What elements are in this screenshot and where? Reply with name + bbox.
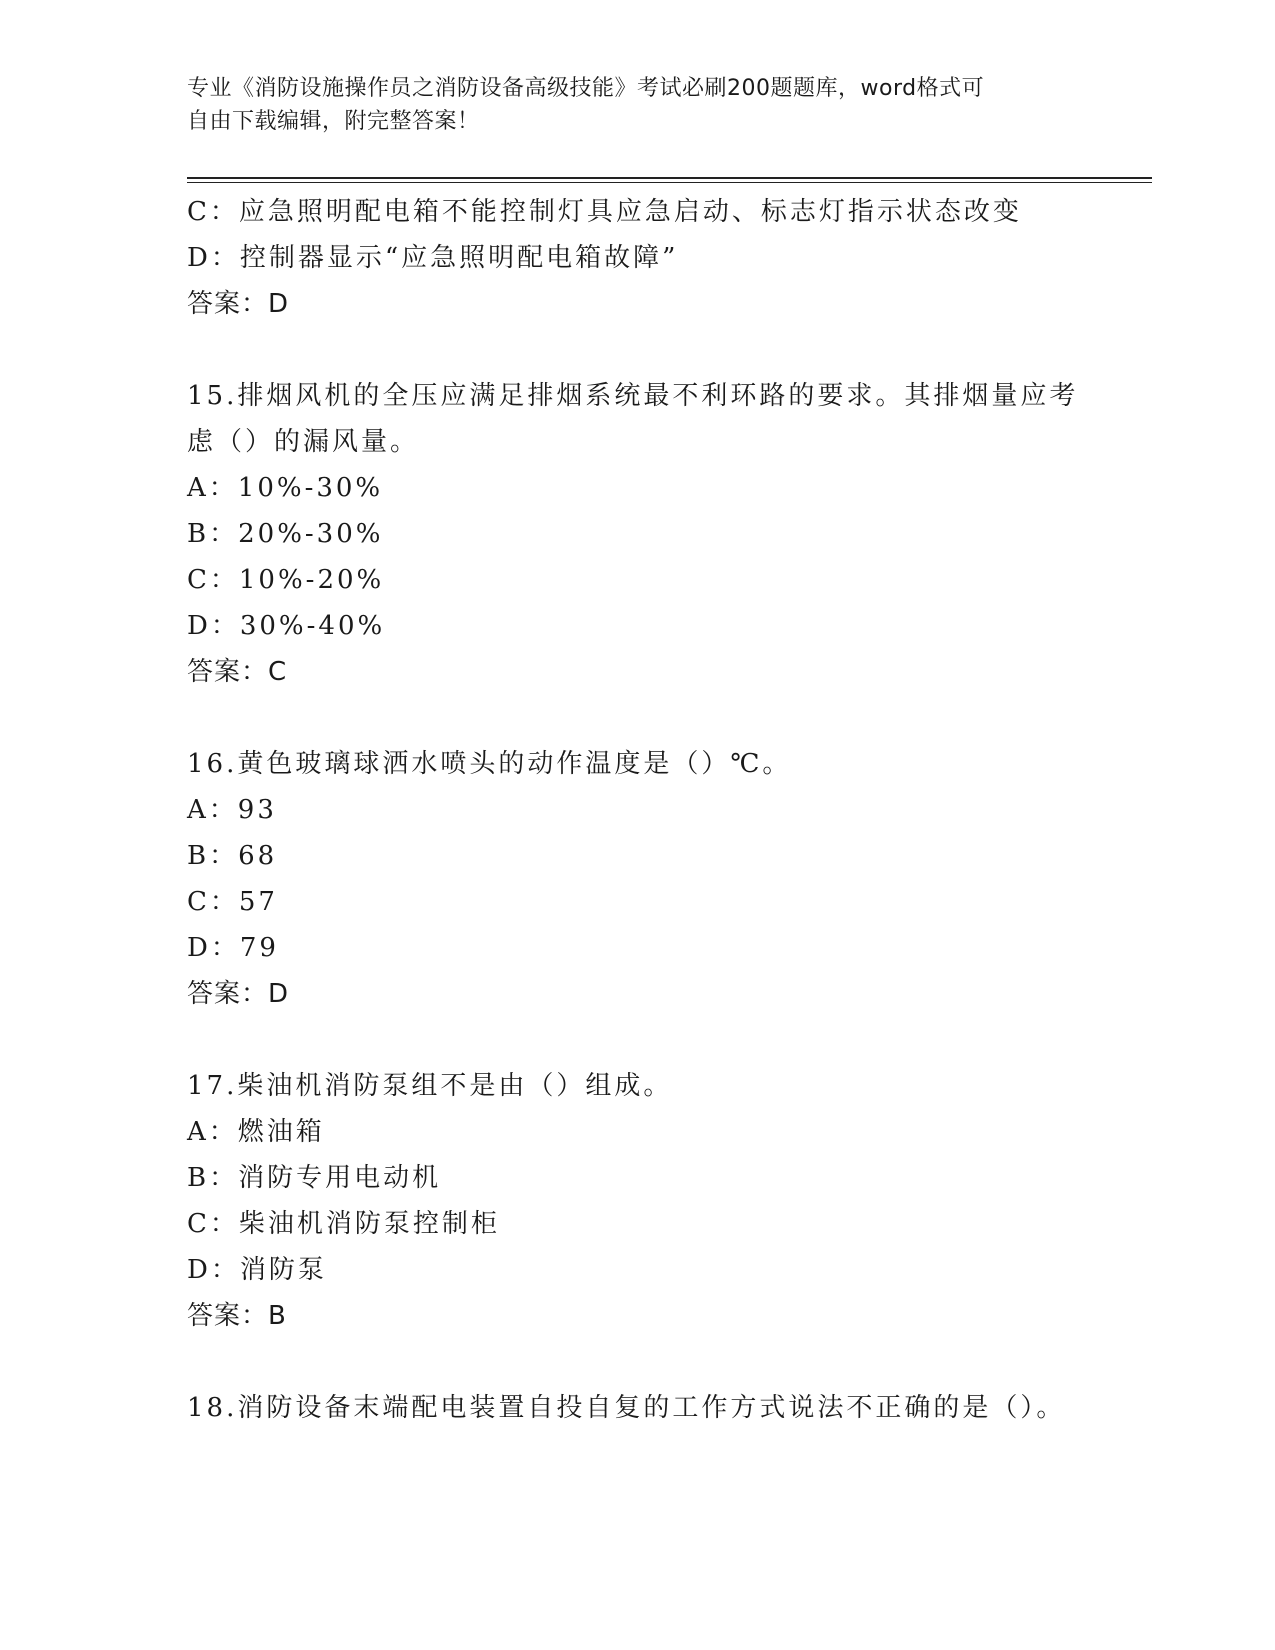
- question-18: [187, 1385, 1127, 1431]
- option-a: A：93: [187, 795, 277, 825]
- option-d: D：消防泵: [187, 1255, 327, 1285]
- option-c: C：10%-20%: [187, 565, 385, 595]
- header-line-2: 自由下载编辑，附完整答案！: [187, 109, 480, 134]
- option-a: A：10%-30%: [187, 473, 384, 503]
- option-d: D：79: [187, 933, 279, 963]
- question-14-tail: [187, 189, 1127, 327]
- spacer: [187, 327, 1127, 373]
- option-b: B：20%-30%: [187, 519, 384, 549]
- answer: 答案：D: [187, 289, 290, 319]
- question-stem: 16.黄色玻璃球洒水喷头的动作温度是（）℃。: [187, 749, 792, 779]
- question-stem-line-2: 虑（）的漏风量。: [187, 427, 420, 457]
- option-b: B：68: [187, 841, 278, 871]
- header-divider: [187, 177, 1152, 183]
- answer: 答案：D: [187, 979, 290, 1009]
- option-d: D：控制器显示“应急照明配电箱故障”: [187, 243, 679, 273]
- option-c: C：柴油机消防泵控制柜: [187, 1209, 500, 1239]
- header-line-1: 专业《消防设施操作员之消防设备高级技能》考试必刷200题题库，word格式可: [187, 76, 985, 101]
- option-c: C：应急照明配电箱不能控制灯具应急启动、标志灯指示状态改变: [187, 197, 1022, 227]
- option-a: A：燃油箱: [187, 1117, 325, 1147]
- answer: 答案：B: [187, 1301, 287, 1331]
- question-stem: 17.柴油机消防泵组不是由（）组成。: [187, 1071, 673, 1101]
- question-stem: 18.消防设备末端配电装置自投自复的工作方式说法不正确的是（）。: [187, 1393, 1066, 1423]
- spacer: [187, 1339, 1127, 1385]
- option-b: B：消防专用电动机: [187, 1163, 442, 1193]
- question-list: [187, 189, 1127, 1431]
- option-d: D：30%-40%: [187, 611, 386, 641]
- spacer: [187, 1017, 1127, 1063]
- question-17: [187, 1063, 1127, 1339]
- question-16: [187, 741, 1127, 1017]
- option-c: C：57: [187, 887, 278, 917]
- document-header: [187, 72, 1087, 138]
- question-stem-line-1: 15.排烟风机的全压应满足排烟系统最不利环路的要求。其排烟量应考: [187, 381, 1079, 411]
- spacer: [187, 695, 1127, 741]
- answer: 答案：C: [187, 657, 288, 687]
- question-15: [187, 373, 1127, 695]
